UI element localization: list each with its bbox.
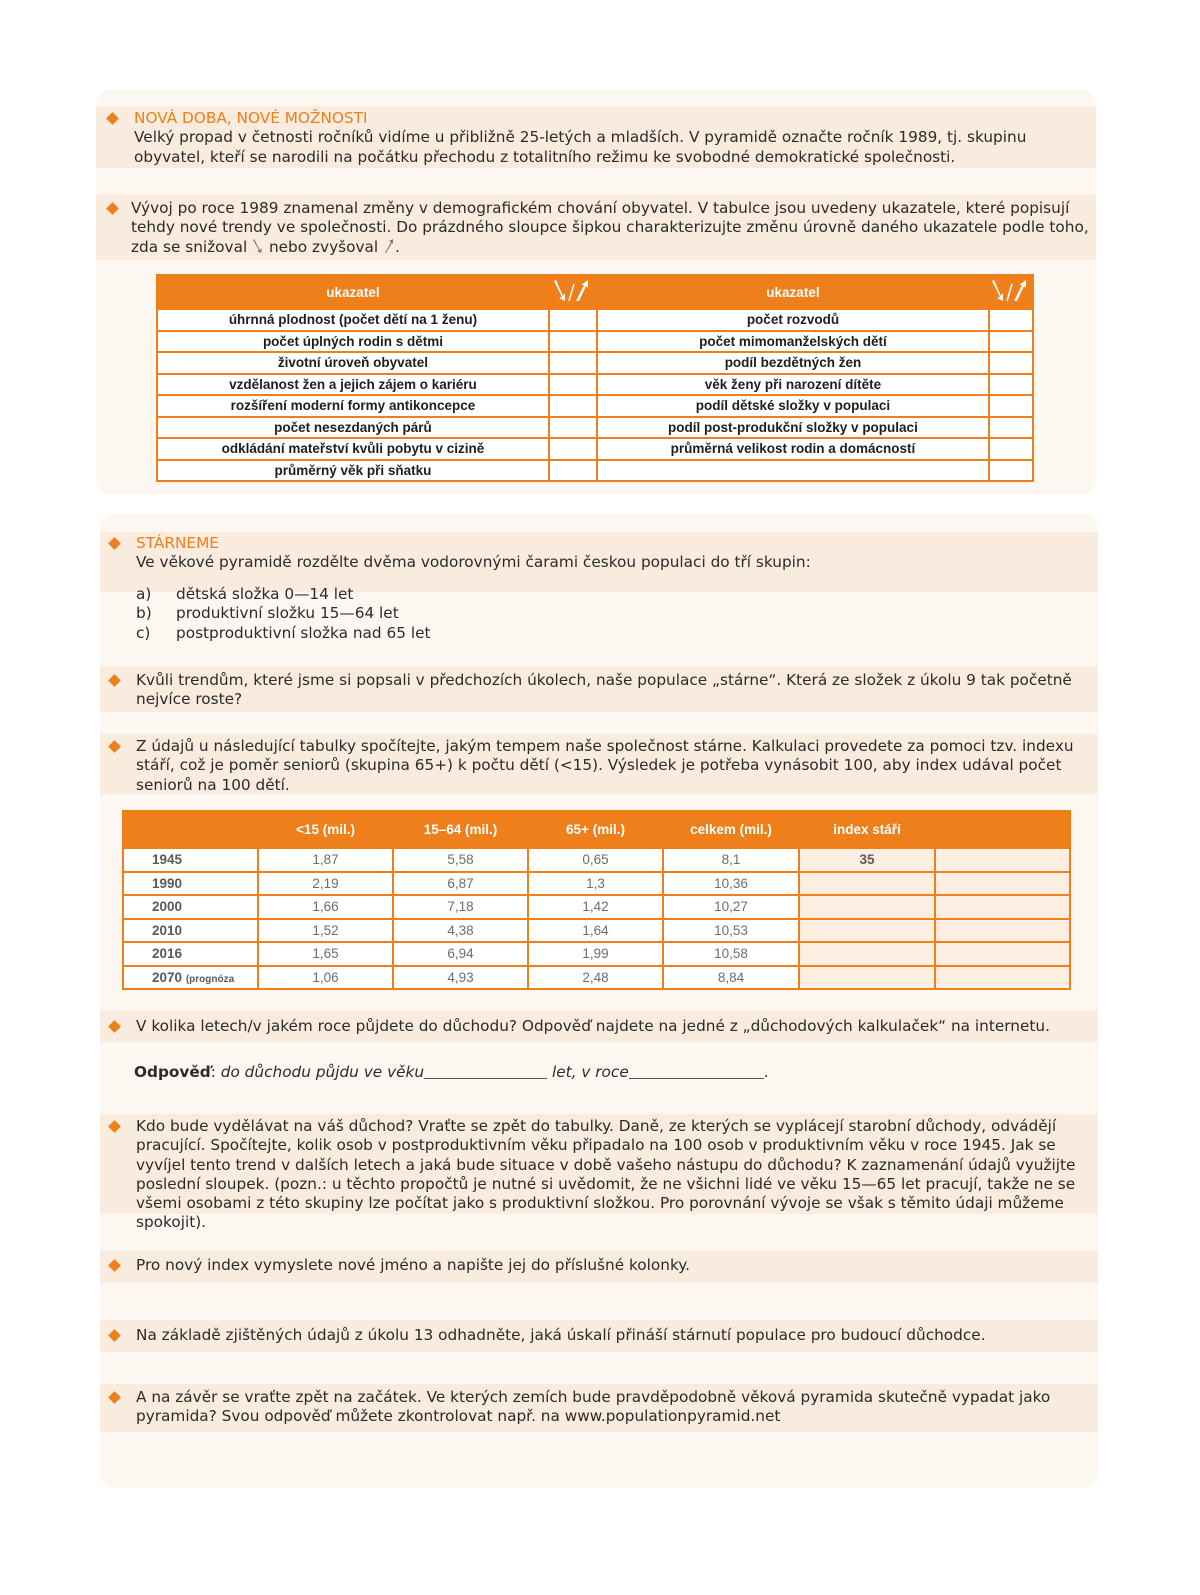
- answer-cell[interactable]: [549, 438, 597, 460]
- indicator-cell: průměrný věk při sňatku: [157, 460, 549, 482]
- year: 1945: [152, 852, 183, 868]
- table-row: [157, 438, 1033, 460]
- table-row: [157, 374, 1033, 396]
- answer-cell[interactable]: [549, 309, 597, 331]
- year-cell: [123, 895, 258, 919]
- list-text: dětská složka 0—14 let: [176, 585, 354, 603]
- task-text: nebo zvyšoval: [268, 237, 379, 256]
- answer-cell[interactable]: [989, 309, 1033, 331]
- age-group-list: [136, 585, 636, 643]
- arrow-column-header: [549, 275, 597, 309]
- column-header: <15 (mil.): [258, 811, 393, 848]
- answer-cell[interactable]: [989, 331, 1033, 353]
- answer-cell[interactable]: [989, 460, 1033, 482]
- table-row: [123, 872, 1070, 896]
- table-row: [157, 460, 1033, 482]
- answer-cell[interactable]: [549, 331, 597, 353]
- answer-cell[interactable]: [549, 417, 597, 439]
- indicator-cell: počet rozvodů: [597, 309, 989, 331]
- value-cell: 1,06: [258, 966, 393, 990]
- answer-label: Odpověď: [134, 1063, 211, 1081]
- value-cell: 1,52: [258, 919, 393, 943]
- answer-cell[interactable]: [935, 966, 1070, 990]
- index-cell[interactable]: [799, 895, 935, 919]
- index-cell[interactable]: 35: [799, 848, 935, 872]
- value-cell: 10,36: [663, 872, 799, 896]
- answer-cell[interactable]: [549, 460, 597, 482]
- answer-cell[interactable]: [989, 395, 1033, 417]
- answer-cell[interactable]: [935, 919, 1070, 943]
- table-row: [157, 309, 1033, 331]
- answer-cell[interactable]: [549, 374, 597, 396]
- arrow-down-icon: [252, 238, 264, 254]
- arrow-up-icon: [383, 238, 395, 254]
- value-cell: 1,87: [258, 848, 393, 872]
- task-text: Ve věkové pyramidě rozdělte dvěma vodorovnými čarami českou populaci do tří skupin:: [136, 553, 811, 572]
- column-header: ukazatel: [597, 275, 989, 309]
- year-cell: [123, 942, 258, 966]
- list-label: b): [136, 604, 152, 623]
- period: .: [395, 237, 400, 256]
- indicator-cell: počet nesezdaných párů: [157, 417, 549, 439]
- answer-cell[interactable]: [989, 438, 1033, 460]
- year: 2010: [152, 922, 183, 938]
- index-cell[interactable]: [799, 919, 935, 943]
- value-cell: 8,1: [663, 848, 799, 872]
- list-item: [136, 604, 636, 623]
- table-row: [157, 395, 1033, 417]
- indicator-cell: rozšíření moderní formy antikoncepce: [157, 395, 549, 417]
- task-text: V kolika letech/v jakém roce půjdete do důchodu? Odpověď najdete na jedné z „důchodových kalkulaček“ na internetu.: [136, 1017, 1050, 1035]
- table-row: [123, 942, 1070, 966]
- year: 1990: [152, 875, 183, 891]
- task-text: Pro nový index vymyslete nové jméno a napište jej do příslušné kolonky.: [136, 1256, 691, 1274]
- answer-cell[interactable]: [935, 872, 1070, 896]
- indicator-cell: podíl dětské složky v populaci: [597, 395, 989, 417]
- column-header: [123, 811, 258, 848]
- task-text: Na základě zjištěných údajů z úkolu 13 odhadněte, jaká úskalí přináší stárnutí populace pro budoucí důchodce.: [136, 1326, 986, 1344]
- down-up-arrows-icon: [991, 278, 1031, 304]
- value-cell: 2,19: [258, 872, 393, 896]
- value-cell: 1,3: [528, 872, 663, 896]
- list-text: produktivní složku 15—64 let: [176, 604, 399, 623]
- task-text: Vývoj po roce 1989 znamenal změny v demografickém chování obyvatel. V tabulce jsou uvedeny ukazatele, které popisují tehdy nové trendy ve společnosti. Do prázdného sloupce šipkou charakterizujte změnu úrovně daného ukazatele podle toho, zda se snižoval: [131, 199, 1089, 256]
- value-cell: 10,27: [663, 895, 799, 919]
- age-blank-field[interactable]: [424, 1078, 547, 1079]
- value-cell: 1,42: [528, 895, 663, 919]
- year-cell: [123, 848, 258, 872]
- answer-cell[interactable]: [989, 374, 1033, 396]
- table-row: [123, 895, 1070, 919]
- value-cell: 10,58: [663, 942, 799, 966]
- value-cell: 2,48: [528, 966, 663, 990]
- index-cell[interactable]: [799, 872, 935, 896]
- column-header: [935, 811, 1070, 848]
- column-header: index stáří: [799, 811, 935, 848]
- task-heading: STÁRNEME: [136, 534, 219, 552]
- value-cell: 0,65: [528, 848, 663, 872]
- index-cell[interactable]: [799, 942, 935, 966]
- task-text: Kdo bude vydělávat na váš důchod? Vraťte se zpět do tabulky. Daně, ze kterých se vyplácejí starobní důchody, odvádějí pracující. Spočítejte, kolik osob v postproduktivním věku připadalo na 100 osob v produktivním věku v roce 1945. Jak se vyvíjel tento trend v dalších letech a jaká bude situace v době vašeho nástupu do důchodu? K zaznamenání údajů využijte poslední sloupek. (pozn.: u těchto propočtů je nutné si uvědomit, že ne všichni lidé ve věku 15—65 let pracují, takže ne se všemi osobami z této skupiny lze počítat jako s produktivní složkou. Pro porovnání vývoje se však s těmito údaji můžeme spokojit).: [136, 1117, 1076, 1232]
- list-text: postproduktivní složka nad 65 let: [176, 623, 431, 642]
- year-cell: [123, 872, 258, 896]
- task-text: Velký propad v četnosti ročníků vidíme u přibližně 25-letých a mladších. V pyramidě označte ročník 1989, tj. skupinu obyvatel, kteří se narodili na počátku přechodu z totalitního režimu ke svobodné demokratické společnosti.: [134, 128, 1027, 166]
- indicator-cell: počet mimomanželských dětí: [597, 331, 989, 353]
- value-cell: 5,58: [393, 848, 528, 872]
- value-cell: 8,84: [663, 966, 799, 990]
- indicator-cell: vzdělanost žen a jejich zájem o kariéru: [157, 374, 549, 396]
- answer-text: let, v roce: [551, 1063, 629, 1081]
- answer-cell[interactable]: [989, 417, 1033, 439]
- value-cell: 1,99: [528, 942, 663, 966]
- value-cell: 7,18: [393, 895, 528, 919]
- year: 2016: [152, 946, 183, 962]
- arrow-column-header: [989, 275, 1033, 309]
- index-cell[interactable]: [799, 966, 935, 990]
- table-row: [157, 331, 1033, 353]
- age-structure-table: [122, 810, 1071, 990]
- value-cell: 4,93: [393, 966, 528, 990]
- value-cell: 1,64: [528, 919, 663, 943]
- value-cell: 1,65: [258, 942, 393, 966]
- column-header: 65+ (mil.): [528, 811, 663, 848]
- value-cell: 6,87: [393, 872, 528, 896]
- task-text: Z údajů u následující tabulky spočítejte, jakým tempem naše společnost stárne. Kalkulaci provedete za pomoci tzv. indexu stáří, což je poměr seniorů (skupina 65+) k počtu dětí (<15). Výsledek je potřeba vynásobit 100, aby index udával počet seniorů na 100 dětí.: [136, 737, 1074, 794]
- forecast-note: (prognóza: [185, 973, 235, 985]
- indicator-cell: životní úroveň obyvatel: [157, 352, 549, 374]
- answer-cell[interactable]: [549, 395, 597, 417]
- task-heading: NOVÁ DOBA, NOVÉ MOŽNOSTI: [134, 109, 368, 127]
- table-row: [123, 966, 1070, 990]
- column-header: 15–64 (mil.): [393, 811, 528, 848]
- value-cell: 10,53: [663, 919, 799, 943]
- list-item: [136, 585, 636, 604]
- indicator-table: [156, 274, 1034, 482]
- indicator-cell: podíl bezdětných žen: [597, 352, 989, 374]
- value-cell: 1,66: [258, 895, 393, 919]
- task-text: A na závěr se vraťte zpět na začátek. Ve kterých zemích bude pravděpodobně věková pyramida skutečně vypadat jako pyramida? Svou odpověď můžete zkontrolovat např. na www.populationpyramid.net: [136, 1388, 1051, 1426]
- indicator-cell: počet úplných rodin s dětmi: [157, 331, 549, 353]
- column-header: ukazatel: [157, 275, 549, 309]
- answer-cell[interactable]: [935, 942, 1070, 966]
- task-text: Kvůli trendům, které jsme si popsali v předchozích úkolech, naše populace „stárne“. Která ze složek z úkolu 9 tak početně nejvíce roste?: [136, 671, 1072, 709]
- answer-cell[interactable]: [989, 352, 1033, 374]
- table-row: [157, 417, 1033, 439]
- list-label: a): [136, 585, 152, 603]
- column-header: celkem (mil.): [663, 811, 799, 848]
- indicator-cell: odkládání mateřství kvůli pobytu v cizině: [157, 438, 549, 460]
- answer-cell[interactable]: [549, 352, 597, 374]
- indicator-cell: průměrná velikost rodin a domácností: [597, 438, 989, 460]
- indicator-cell: podíl post-produkční složky v populaci: [597, 417, 989, 439]
- period: .: [763, 1063, 769, 1081]
- answer-cell[interactable]: [935, 895, 1070, 919]
- indicator-cell: úhrnná plodnost (počet dětí na 1 ženu): [157, 309, 549, 331]
- table-row: [123, 848, 1070, 872]
- table-row: [157, 352, 1033, 374]
- table-row: [123, 919, 1070, 943]
- answer-colon: :: [210, 1063, 216, 1081]
- year: 2070: [152, 969, 183, 985]
- year-cell: [123, 919, 258, 943]
- year-blank-field[interactable]: [629, 1078, 764, 1079]
- year: 2000: [152, 899, 183, 915]
- list-item: [136, 624, 636, 643]
- answer-text: do důchodu půjdu ve věku: [220, 1063, 425, 1081]
- value-cell: 6,94: [393, 942, 528, 966]
- list-label: c): [136, 623, 151, 642]
- answer-line: [134, 1063, 769, 1081]
- answer-cell[interactable]: [935, 848, 1070, 872]
- indicator-cell: [597, 460, 989, 482]
- indicator-cell: věk ženy při narození dítěte: [597, 374, 989, 396]
- value-cell: 4,38: [393, 919, 528, 943]
- year-cell: [123, 966, 258, 990]
- down-up-arrows-icon: [553, 278, 593, 304]
